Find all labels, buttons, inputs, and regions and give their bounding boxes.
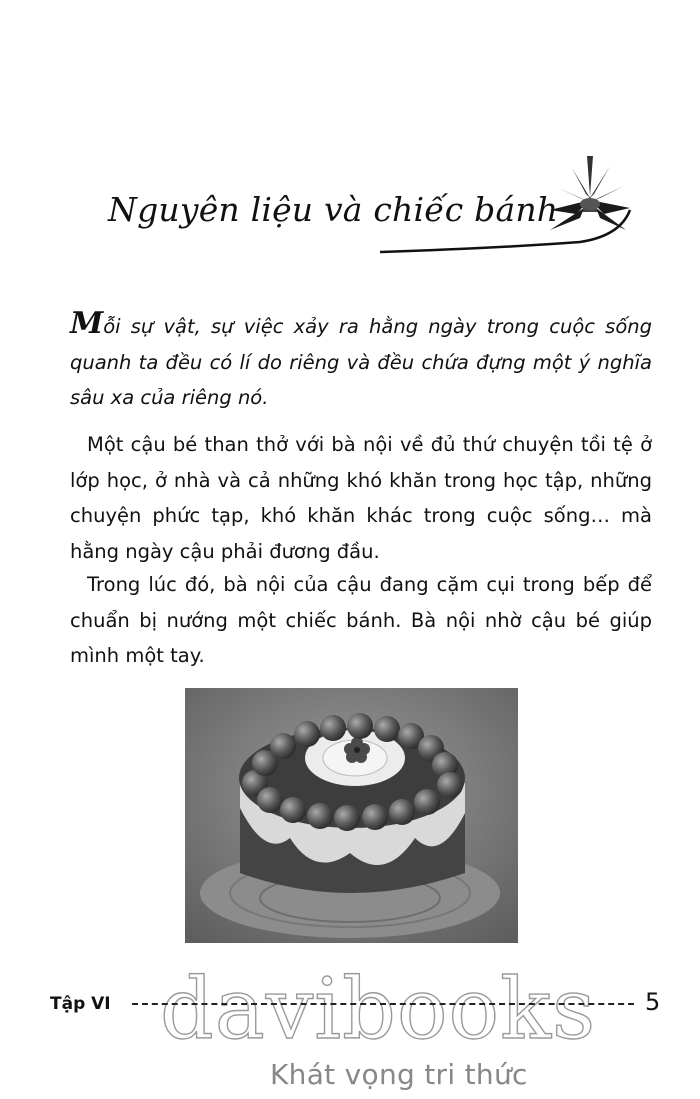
footer-divider — [132, 1003, 634, 1005]
cake-photo — [185, 688, 518, 943]
chapter-title: Nguyên liệu và chiếc bánh — [108, 190, 559, 229]
volume-label: Tập VI — [50, 994, 111, 1014]
drop-cap: M — [70, 306, 104, 341]
page-number: 5 — [645, 988, 661, 1016]
paragraph-3: Trong lúc đó, bà nội của cậu đang cặm cụi trong bếp để chuẩn bị nướng một chiếc bánh. Bà nội nhờ cậu bé giúp mình một tay. — [70, 573, 652, 667]
watermark-brand: davibooks — [160, 960, 597, 1058]
paragraph-2: Một cậu bé than thở với bà nội về đủ thứ chuyện tồi tệ ở lớp học, ở nhà và cả những khó khăn trong học tập, những chuyện phức tạp, khó khăn khác trong cuộc sống… mà hằng ngày cậu phải đương đầu. — [70, 433, 652, 563]
watermark-slogan: Khát vọng tri thức — [270, 1058, 528, 1091]
opening-paragraph-text: ỗi sự vật, sự việc xảy ra hằng ngày trong cuộc sống quanh ta đều có lí do riêng và đều chứa đựng một ý nghĩa sâu xa của riêng nó. — [70, 315, 652, 409]
opening-paragraph — [70, 306, 652, 416]
